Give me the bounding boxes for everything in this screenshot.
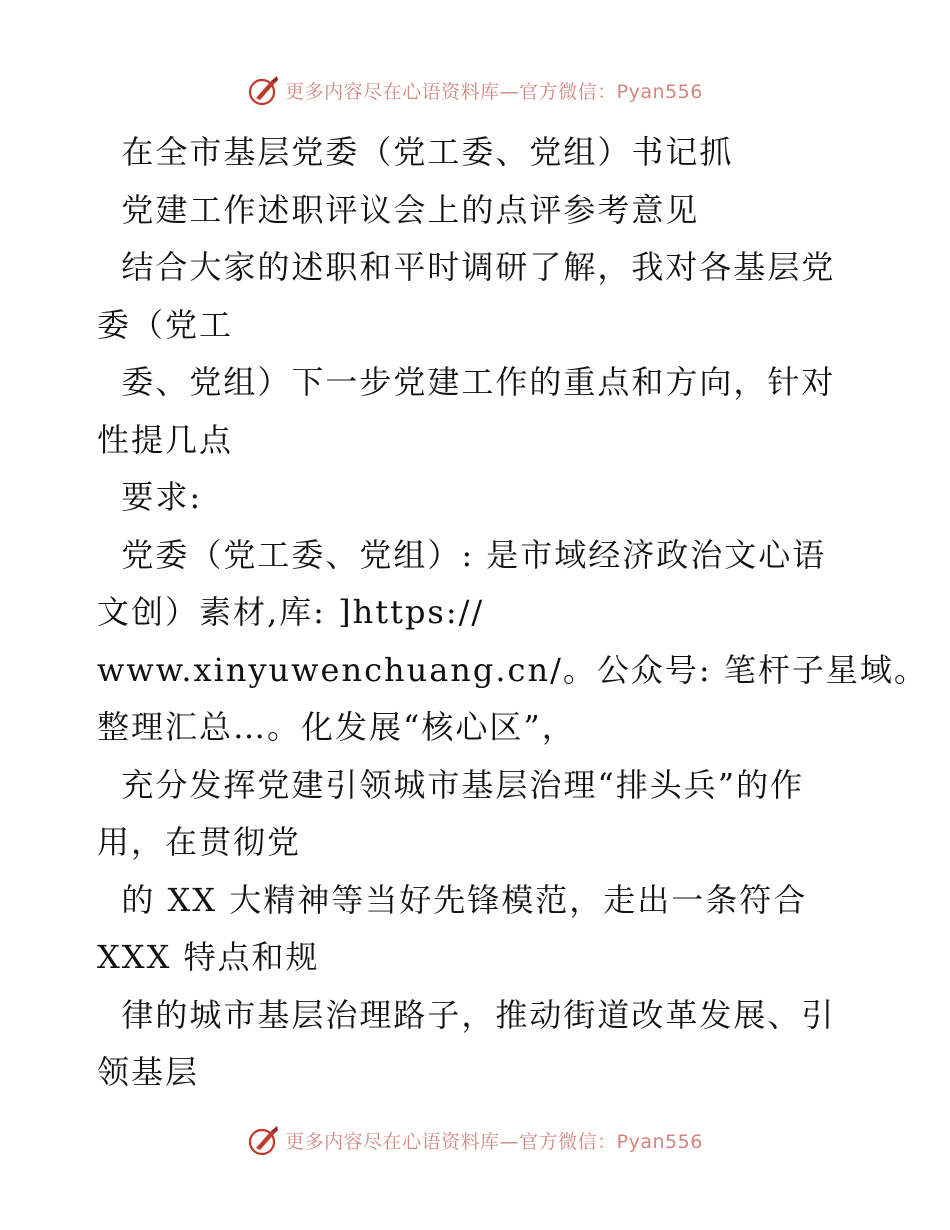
footer-watermark xyxy=(0,1120,950,1160)
header-watermark-text: 更多内容尽在心语资料库—官方微信：Pyan556 xyxy=(285,80,703,103)
text-line: 结合大家的述职和平时调研了解，我对各基层党 xyxy=(97,248,836,286)
footer-watermark-text: 更多内容尽在心语资料库—官方微信：Pyan556 xyxy=(285,1130,703,1153)
text-line: 充分发挥党建引领城市基层治理“排头兵”的作 xyxy=(97,765,805,804)
text-line: 要求: xyxy=(97,478,203,516)
text-line: www.xinyuwenchuang.cn/。公众号: 笔杆子星域。 xyxy=(97,650,928,689)
text-line: 整理汇总…。化发展“核心区”， xyxy=(97,708,576,746)
brush-logo-icon xyxy=(247,1123,281,1157)
text-line: 党建工作述职评议会上的点评参考意见 xyxy=(97,190,700,229)
document-body xyxy=(97,124,928,1102)
text-line: 用，在贯彻党 xyxy=(97,823,302,861)
text-line: 性提几点 xyxy=(97,420,234,459)
text-line: 党委（党工委、党组）: 是市域经济政治文心语 xyxy=(97,535,827,574)
brush-logo-icon xyxy=(247,73,281,107)
text-line: 律的城市基层治理路子，推动街道改革发展、引 xyxy=(97,995,836,1034)
text-line: 在全市基层党委（党工委、党组）书记抓 xyxy=(97,133,734,171)
text-line: 委（党工 xyxy=(97,305,234,344)
text-line: XXX 特点和规 xyxy=(97,938,320,976)
text-line: 文创）素材,库: ]https:// xyxy=(97,593,485,631)
text-line: 领基层 xyxy=(97,1053,200,1091)
text-line: 委、党组）下一步党建工作的重点和方向，针对 xyxy=(97,363,836,401)
text-line: 的 XX 大精神等当好先锋模范，走出一条符合 xyxy=(97,880,808,919)
header-watermark xyxy=(0,70,950,110)
